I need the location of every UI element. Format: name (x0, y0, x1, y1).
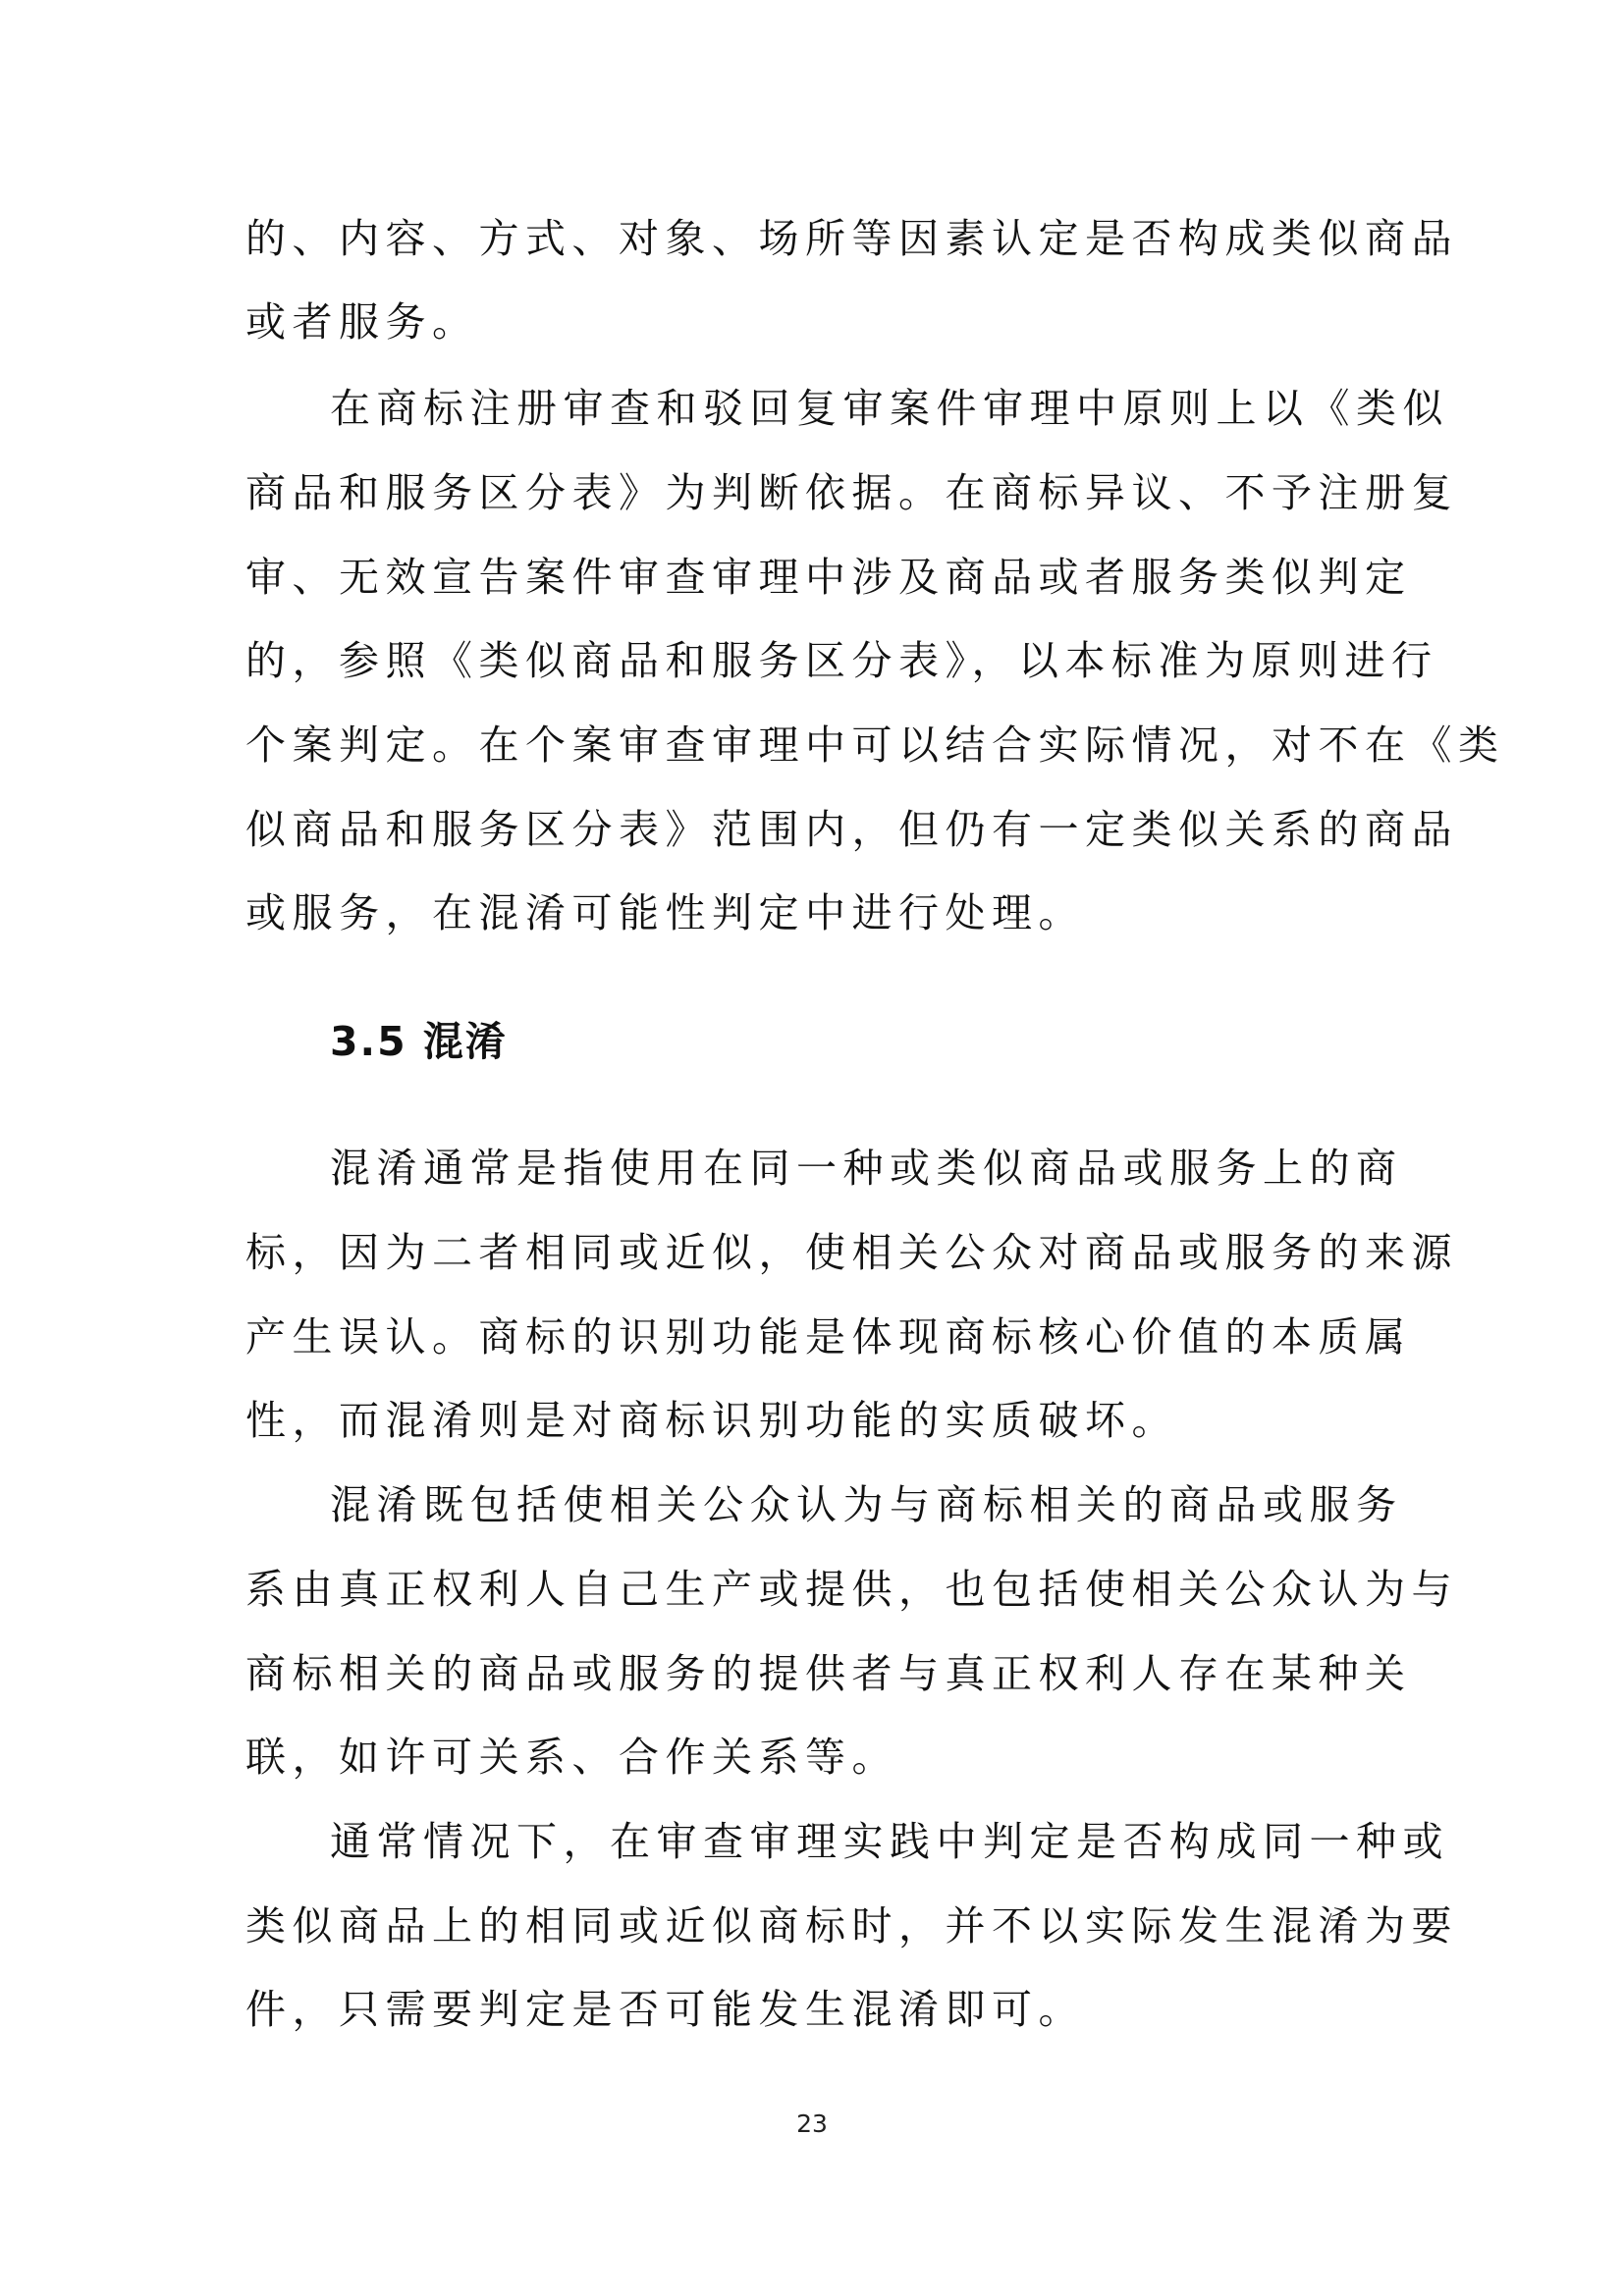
paragraph-line: 的，参照《类似商品和服务区分表》，以本标准为原则进行 (245, 637, 1438, 684)
page-number: 23 (796, 2109, 828, 2138)
paragraph-line: 似商品和服务区分表》范围内，但仍有一定类似关系的商品 (245, 806, 1458, 853)
paragraph-line: 标，因为二者相同或近似，使相关公众对商品或服务的来源 (245, 1229, 1458, 1276)
section-heading: 3.5 混淆 (330, 1018, 508, 1065)
paragraph-line: 类似商品上的相同或近似商标时，并不以实际发生混淆为要 (245, 1902, 1458, 1949)
paragraph-line: 联，如许可关系、合作关系等。 (245, 1734, 898, 1781)
paragraph-line: 系由真正权利人自己生产或提供，也包括使相关公众认为与 (245, 1566, 1458, 1613)
paragraph-line: 混淆既包括使相关公众认为与商标相关的商品或服务 (330, 1481, 1403, 1528)
paragraph-line: 混淆通常是指使用在同一种或类似商品或服务上的商 (330, 1145, 1403, 1192)
paragraph-line: 通常情况下，在审查审理实践中判定是否构成同一种或 (330, 1818, 1449, 1865)
paragraph-line: 或者服务。 (245, 298, 479, 346)
paragraph-line: 件，只需要判定是否可能发生混淆即可。 (245, 1986, 1085, 2033)
paragraph-line: 性，而混淆则是对商标识别功能的实质破坏。 (245, 1397, 1178, 1444)
paragraph-line: 商标相关的商品或服务的提供者与真正权利人存在某种关 (245, 1650, 1412, 1697)
paragraph-line: 商品和服务区分表》为判断依据。在商标异议、不予注册复 (245, 469, 1458, 516)
paragraph-line: 的、内容、方式、对象、场所等因素认定是否构成类似商品 (245, 215, 1458, 262)
paragraph-line: 审、无效宣告案件审查审理中涉及商品或者服务类似判定 (245, 554, 1412, 601)
paragraph-line: 或服务，在混淆可能性判定中进行处理。 (245, 889, 1085, 936)
paragraph-line: 个案判定。在个案审查审理中可以结合实际情况，对不在《类 (245, 721, 1505, 769)
paragraph-line: 产生误认。商标的识别功能是体现商标核心价值的本质属 (245, 1313, 1412, 1361)
paragraph-line: 在商标注册审查和驳回复审案件审理中原则上以《类似 (330, 385, 1449, 432)
